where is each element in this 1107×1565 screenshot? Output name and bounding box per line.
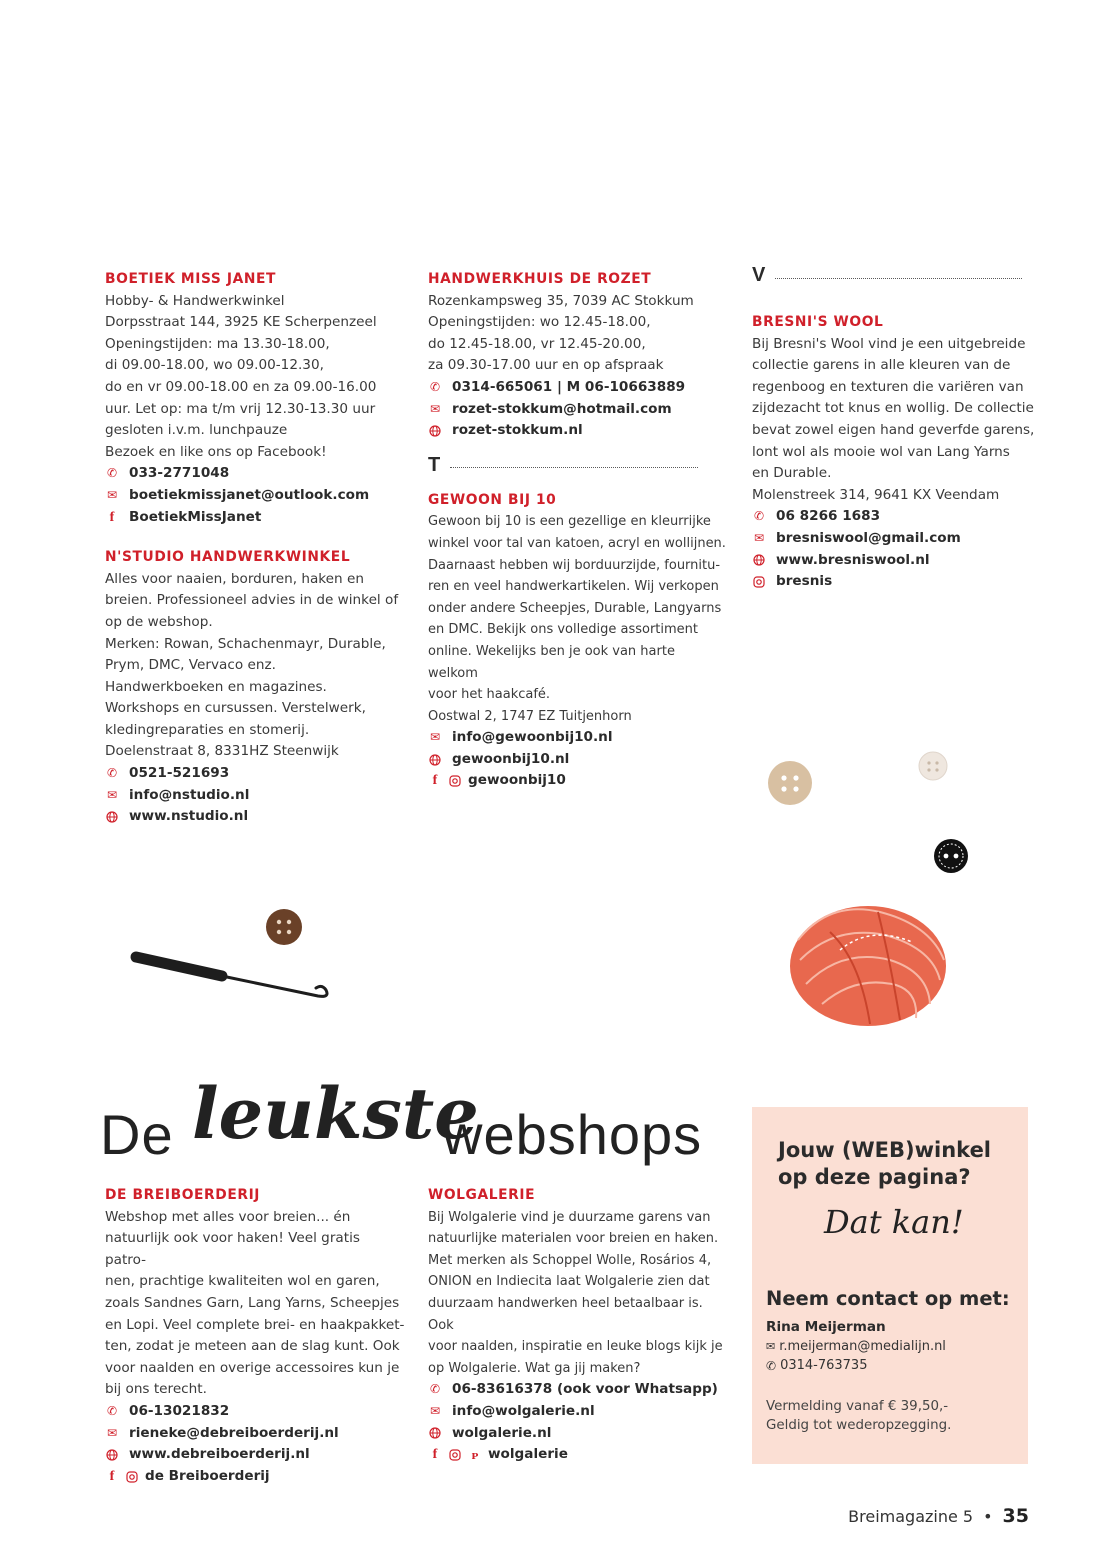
shop-title-gewoon-bij-10: GEWOON BIJ 10 — [428, 491, 557, 508]
phone-text: 06-83616378 (ook voor Whatsapp) — [452, 1381, 718, 1398]
button-beige-icon — [768, 761, 812, 805]
footer-bullet: • — [983, 1506, 993, 1526]
web-text: www.nstudio.nl — [129, 808, 249, 825]
web-text: www.debreiboerderij.nl — [129, 1446, 310, 1463]
envelope-icon: ✉ — [106, 787, 118, 802]
envelope-icon: ✉ — [106, 487, 118, 502]
web-line[interactable] — [428, 1423, 728, 1445]
letter-heading: T — [428, 453, 441, 476]
page-number: 35 — [1002, 1505, 1029, 1527]
envelope-icon: ✉ — [106, 1425, 118, 1440]
webshop-column-2 — [428, 1185, 728, 1466]
phone-text: 0521-521693 — [129, 765, 230, 782]
instagram-icon — [448, 1449, 462, 1461]
heading-de: De — [100, 1103, 174, 1166]
heading-webshops: webshops — [442, 1103, 703, 1166]
phone-icon: ✆ — [766, 1358, 777, 1373]
facebook-icon: f — [432, 773, 438, 789]
shop-body-nstudio: Alles voor naaien, borduren, haken en breien. Professioneel advies in de winkel of op de webshop. Merken: Rowan, Schachenmayr, Durable, Prym, DMC, Vervaco enz. Handwerkboeken en magazines. Workshops en cursussen. Verstelwerk, kledingreparaties en stomerij. Doelenstraat 8, 8331HZ Steenwijk — [105, 570, 399, 760]
email-text: rozet-stokkum@hotmail.com — [452, 400, 672, 417]
envelope-icon: ✉ — [753, 530, 765, 545]
phone-icon: ✆ — [753, 509, 765, 524]
crochet-hook-icon — [136, 957, 327, 996]
promo-email-line[interactable] — [766, 1339, 946, 1354]
email-text: info@gewoonbij10.nl — [452, 729, 613, 746]
facebook-icon: f — [432, 1447, 438, 1463]
envelope-icon: ✉ — [429, 401, 441, 416]
yarn-skein-icon — [790, 906, 946, 1026]
page-footer — [848, 1505, 1029, 1527]
promo-dat-kan: Dat kan! — [824, 1203, 964, 1241]
globe-icon — [105, 1449, 119, 1461]
magazine-name: Breimagazine 5 — [848, 1506, 974, 1526]
web-text: gewoonbij10.nl — [452, 750, 570, 767]
phone-line[interactable] — [105, 1401, 405, 1423]
heading-leukste: leukste — [192, 1072, 479, 1155]
pinterest-icon: ᴩ — [471, 1447, 479, 1463]
phone-icon: ✆ — [106, 1403, 118, 1418]
button-light-icon — [919, 752, 947, 780]
promo-email: r.meijerman@medialijn.nl — [779, 1339, 946, 1354]
email-text: info@wolgalerie.nl — [452, 1402, 595, 1419]
shop-title-nstudio: N'STUDIO HANDWERKWINKEL — [105, 549, 351, 566]
phone-text: 033-2771048 — [129, 465, 230, 482]
phone-icon: ✆ — [429, 379, 441, 394]
shop-body-bresnis-wool: Bij Bresni's Wool vind je een uitgebreide collectie garens in alle kleuren van de regenboog en texturen die variëren van zijdezacht tot knus en wollig. De collectie bevat zowel eigen hand geverfde garens, lont wol als mooie wol van Lang Yarns en Durable. Molenstreek 314, 9641 KX Veendam — [752, 335, 1035, 503]
globe-icon — [428, 1427, 442, 1439]
email-text: bresniswool@gmail.com — [776, 529, 961, 546]
promo-question: Jouw (WEB)winkel op deze pagina? — [778, 1138, 992, 1189]
phone-icon: ✆ — [106, 466, 118, 481]
email-line[interactable] — [428, 1401, 728, 1423]
web-text: rozet-stokkum.nl — [452, 422, 583, 439]
social-text: gewoonbij10 — [468, 772, 566, 789]
phone-text: 06-13021832 — [129, 1402, 230, 1419]
promo-phone: 0314-763735 — [780, 1358, 868, 1373]
promo-phone-line[interactable] — [766, 1358, 867, 1373]
web-line[interactable] — [105, 1444, 405, 1466]
email-text: rieneke@debreiboerderij.nl — [129, 1424, 339, 1441]
shop-body-de-rozet: Rozenkampsweg 35, 7039 AC Stokkum Openingstijden: wo 12.45-18.00, do 12.45-18.00, vr 12.45-20.00, za 09.30-17.00 uur en op afspraak — [428, 292, 694, 374]
button-black-icon — [934, 839, 968, 873]
facebook-icon: f — [109, 509, 115, 525]
shop-title-bresnis-wool: BRESNI'S WOOL — [752, 314, 884, 330]
shop-body-breiboerderij: Webshop met alles voor breien... én natuurlijk ook voor haken! Veel gratis patro- nen, prachtige kwaliteiten wol en garen, zoals Sandnes Garn, Lang Yarns, Scheepjes en Lopi. Veel complete brei- en haakpakket- ten, zodat je meteen aan de slag kunt. Ook voor naalden en overige accessoires kun je bij ons terecht. — [105, 1208, 405, 1398]
advertise-promo-box — [752, 1107, 1028, 1464]
phone-text: 06 8266 1683 — [776, 508, 881, 525]
facebook-icon: f — [109, 1468, 115, 1484]
facebook-text: BoetiekMissJanet — [129, 508, 262, 525]
shop-title-de-rozet: HANDWERKHUIS DE ROZET — [428, 271, 652, 287]
shop-title-wolgalerie: WOLGALERIE — [428, 1187, 536, 1203]
letter-heading: V — [752, 264, 766, 287]
instagram-text: bresnis — [776, 573, 833, 590]
promo-contact-name: Rina Meijerman — [766, 1319, 886, 1335]
email-text: boetiekmissjanet@outlook.com — [129, 486, 370, 503]
button-brown-icon — [266, 909, 302, 945]
envelope-icon: ✉ — [429, 730, 441, 745]
email-line[interactable] — [105, 1423, 405, 1445]
social-text: wolgalerie — [488, 1446, 568, 1463]
envelope-icon: ✉ — [766, 1340, 776, 1353]
social-line[interactable] — [428, 1444, 728, 1466]
shop-body-gewoon-bij-10: Gewoon bij 10 is een gezellige en kleurrijke winkel voor tal van katoen, acryl en wollijnen. Daarnaast hebben wij borduurzijde, fournitu- ren en veel handwerkartikelen. Wij verkopen onder andere Scheepjes, Durable, Langyarns en DMC. Bekijk ons volledige assortiment online. Wekelijks ben je ook van harte welkom voor het haakcafé. Oostwal 2, 1747 EZ Tuitjenhorn — [428, 514, 726, 724]
social-text: de Breiboerderij — [145, 1467, 270, 1484]
promo-contact-heading: Neem contact op met: — [766, 1287, 1010, 1310]
phone-line[interactable] — [428, 1379, 728, 1401]
email-text: info@nstudio.nl — [129, 786, 250, 803]
phone-text: 0314-665061 | M 06-10663889 — [452, 378, 686, 395]
web-text: wolgalerie.nl — [452, 1424, 552, 1441]
webshop-column-1 — [105, 1185, 405, 1487]
web-text: www.bresniswool.nl — [776, 551, 930, 568]
envelope-icon: ✉ — [429, 1403, 441, 1418]
phone-icon: ✆ — [106, 766, 118, 781]
phone-icon: ✆ — [429, 1382, 441, 1397]
shop-title-boetiek-miss-janet: BOETIEK MISS JANET — [105, 271, 277, 287]
promo-vermelding: Vermelding vanaf € 39,50,- Geldig tot wederopzegging. — [766, 1399, 952, 1433]
shop-body-wolgalerie: Bij Wolgalerie vind je duurzame garens van natuurlijke materialen voor breien en haken. Met merken als Schoppel Wolle, Rosários 4, ONION en Indiecita laat Wolgalerie zien dat duurzaam handwerken heel betaalbaar is. Ook voor naalden, inspiratie en leuke blogs kijk je op Wolgalerie. Wat ga jij maken? — [428, 1209, 723, 1376]
social-line[interactable] — [105, 1466, 405, 1488]
webshops-heading — [100, 1072, 720, 1172]
shop-body-boetiek-miss-janet: Hobby- & Handwerkwinkel Dorpsstraat 144, 3925 KE Scherpenzeel Openingstijden: ma 13.30-18.00, di 09.00-18.00, wo 09.00-12.30, do en vr 09.00-18.00 en za 09.00-16.00 uur. Let op: ma t/m vrij 12.30-13.30 uur gesloten i.v.m. lunchpauze Bezoek en like ons op Facebook! — [105, 292, 377, 460]
shop-title-breiboerderij: DE BREIBOERDERIJ — [105, 1187, 261, 1203]
instagram-icon — [125, 1471, 139, 1483]
